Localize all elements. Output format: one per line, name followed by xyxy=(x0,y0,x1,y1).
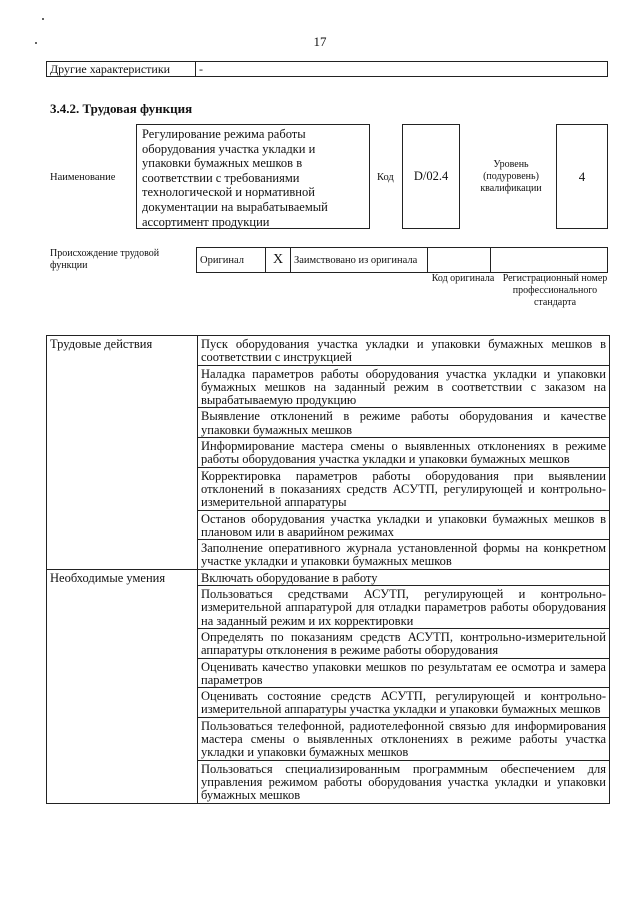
borrowed-label: Заимствовано из оригинала xyxy=(291,248,428,273)
skill-item: Пользоваться специализированным программным обеспечением для управления режимом работы оборудования участка укладки и упаковки бумажных мешков xyxy=(198,760,610,803)
labor-action-item: Наладка параметров работы оборудования участка укладки и упаковки бумажных мешков на заданный режим в соответствии с заказом на вырабатываемую продукцию xyxy=(198,365,610,408)
labor-action-item: Информирование мастера смены о выявленных отклонениях в режиме работы оборудования участка укладки и упаковки бумажных мешков xyxy=(198,438,610,468)
labor-action-item: Заполнение оперативного журнала установленной формы на конкретном участке укладки и упаковки бумажных мешков xyxy=(198,540,610,570)
other-characteristics-value: - xyxy=(196,62,608,77)
table-row xyxy=(47,336,610,366)
function-code: D/02.4 xyxy=(413,169,449,183)
qualification-level: 4 xyxy=(578,168,586,184)
function-code-box xyxy=(402,124,460,229)
name-label: Наименование xyxy=(50,172,116,183)
origin-label: Происхождение трудовой функции xyxy=(50,248,160,271)
section-title: 3.4.2. Трудовая функция xyxy=(50,101,193,116)
required-skills-label: Необходимые умения xyxy=(47,569,198,803)
registration-number-caption: Регистрационный номер профессионального стандарта xyxy=(502,273,608,308)
function-details-table xyxy=(46,335,610,804)
qualification-level-box xyxy=(556,124,608,229)
skill-item: Определять по показаниям средств АСУТП, контрольно-измерительной аппаратуры отклонения в режиме работы оборудования xyxy=(198,628,610,658)
qualification-level-label: Уровень (подуровень) квалификации xyxy=(480,159,542,194)
labor-action-item: Пуск оборудования участка укладки и упаковки бумажных мешков в соответствии с инструкцией xyxy=(198,336,610,366)
original-code-caption: Код оригинала xyxy=(431,273,495,284)
labor-action-item: Корректировка параметров работы оборудования при выявлении отклонений в показаниях средств АСУТП, регулирующей и контрольно-измерительной аппаратуры xyxy=(198,467,610,510)
original-mark: X xyxy=(266,248,291,273)
original-label: Оригинал xyxy=(197,248,266,273)
origin-table xyxy=(196,247,608,273)
skill-item: Пользоваться средствами АСУТП, регулирующей и контрольно-измерительной аппаратурой для отладки параметров работы оборудования на заданный режим и их корректировки xyxy=(198,586,610,629)
function-name-box: Регулирование режима работы оборудования участка укладки и упаковки бумажных мешков в соответствии с требованиями технологической и нормативной документации на вырабатываемый ассортимент продукции xyxy=(136,124,370,229)
page-number: 17 xyxy=(313,34,327,49)
skill-item: Включать оборудование в работу xyxy=(198,569,610,585)
skill-item: Пользоваться телефонной, радиотелефонной связью для информирования мастера смены о выявленных отклонениях в режиме работы участка укладки и упаковки бумажных мешков xyxy=(198,717,610,760)
other-characteristics-table xyxy=(46,61,608,77)
original-code-cell xyxy=(428,248,491,273)
labor-action-item: Останов оборудования участка укладки и упаковки бумажных мешков в плановом или в аварийном режимах xyxy=(198,510,610,540)
skill-item: Оценивать качество упаковки мешков по результатам ее осмотра и замера параметров xyxy=(198,658,610,688)
skill-item: Оценивать состояние средств АСУТП, регулирующей и контрольно-измерительной аппаратуры участка укладки и упаковки бумажных мешков xyxy=(198,688,610,718)
other-characteristics-label: Другие характеристики xyxy=(47,62,196,77)
labor-actions-label: Трудовые действия xyxy=(47,336,198,570)
scan-speck xyxy=(42,18,44,20)
code-label: Код xyxy=(377,172,394,183)
registration-number-cell xyxy=(491,248,608,273)
table-row xyxy=(47,569,610,585)
labor-action-item: Выявление отклонений в режиме работы оборудования и качестве упаковки бумажных мешков xyxy=(198,408,610,438)
